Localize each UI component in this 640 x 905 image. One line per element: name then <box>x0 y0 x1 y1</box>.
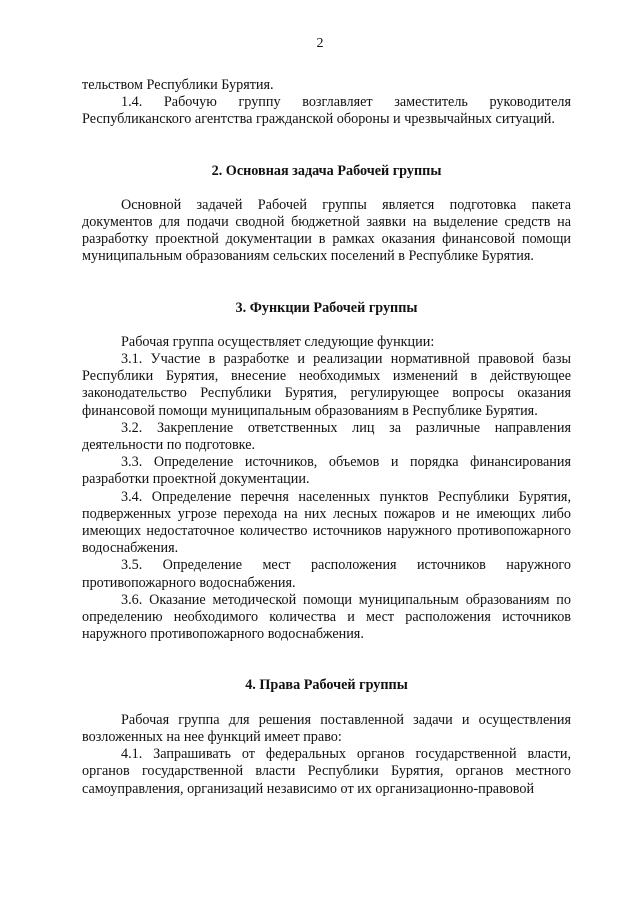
list-item-3-4: 3.4. Определение перечня населенных пунктов Республики Бурятия, подверженных угрозе перехода на них лесных пожаров и не имеющих либо имеющих недостаточное количество источников наружного противопожарного водоснабжения. <box>82 488 571 557</box>
list-item-4-1: 4.1. Запрашивать от федеральных органов государственной власти, органов государственной власти Республики Бурятия, органов местного самоуправления, организаций независимо от их организационно-правовой <box>82 746 571 797</box>
section-2-heading: 2. Основная задача Рабочей группы <box>211 162 442 179</box>
list-item-3-6: 3.6. Оказание методической помощи муниципальным образованиям по определению необходимого количества и мест расположения источников наружного противопожарного водоснабжения. <box>82 591 571 643</box>
list-item-3-5: 3.5. Определение мест расположения источников наружного противопожарного водоснабжения. <box>82 557 571 591</box>
list-item-3-2: 3.2. Закрепление ответственных лиц за различные направления деятельности по подготовке. <box>82 419 571 454</box>
paragraph-1-4: 1.4. Рабочую группу возглавляет заместитель руководителя Республиканского агентства гражданской обороны и чрезвычайных ситуаций. <box>82 94 571 128</box>
list-item-3-1: 3.1. Участие в разработке и реализации нормативной правовой базы Республики Бурятия, внесение необходимых изменений в действующее законодательство Республики Бурятия, регулирующее вопросы оказания финансовой помощи муниципальным образованиям в Республике Бурятия. <box>82 351 571 419</box>
section-4-lead: Рабочая группа для решения поставленной задачи и осуществления возложенных на нее функций имеет право: <box>82 711 571 745</box>
list-item-3-3: 3.3. Определение источников, объемов и порядка финансирования разработки проектной документации. <box>82 454 571 488</box>
document-body <box>82 77 571 798</box>
section-3-lead: Рабочая группа осуществляет следующие функции: <box>121 333 435 350</box>
section-4-heading: 4. Права Рабочей группы <box>245 677 408 694</box>
intro-continuation: тельством Республики Бурятия. <box>82 77 274 93</box>
page-number: 2 <box>316 36 324 51</box>
section-3-heading: 3. Функции Рабочей группы <box>235 299 418 316</box>
section-2-text: Основной задачей Рабочей группы является подготовка пакета документов для подачи сводной бюджетной заявки на выделение средств на разработку проектной документации в рамках оказания финансовой помощи муниципальным образованиям сельских поселений в Республике Бурятия. <box>82 196 571 265</box>
